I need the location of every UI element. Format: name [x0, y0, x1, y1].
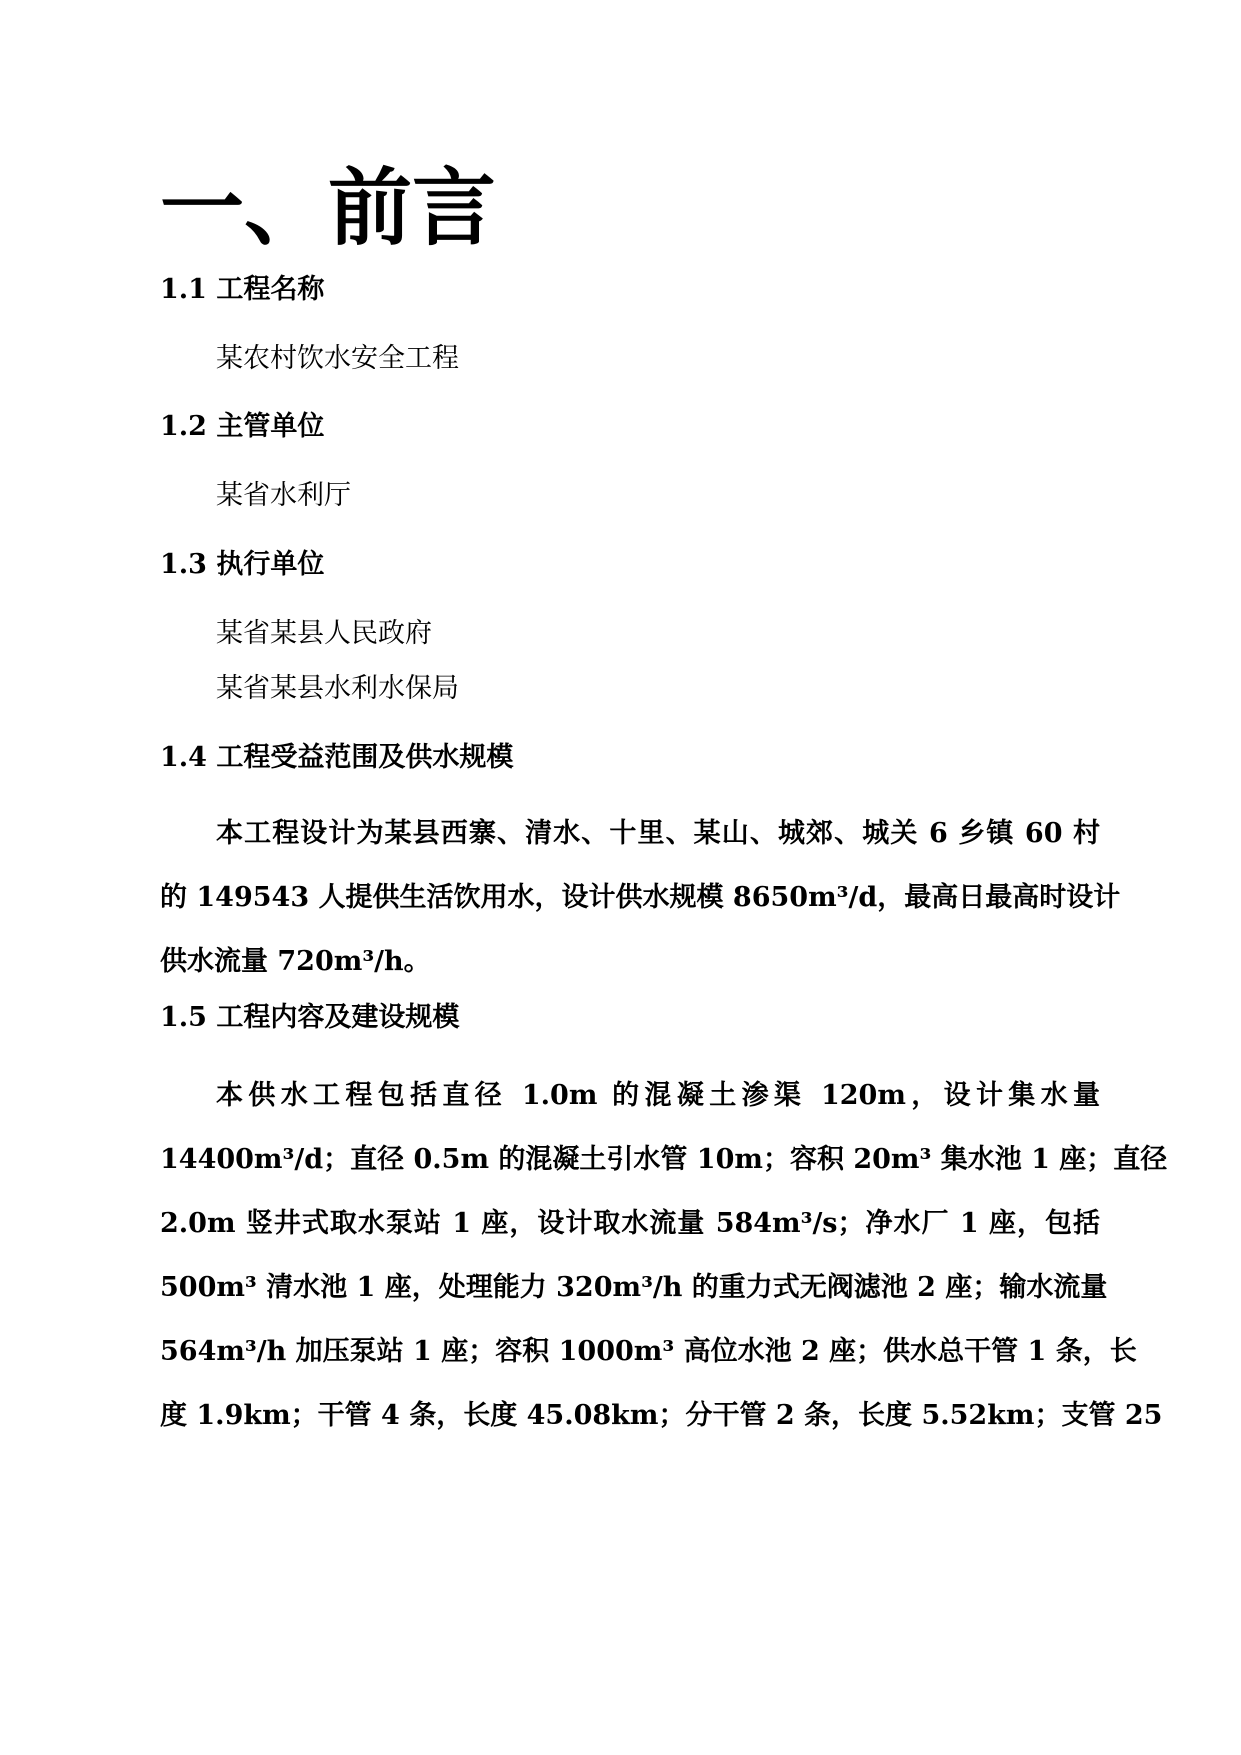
page-title: 一、前言 — [160, 158, 497, 257]
section-1-1-title: 1.1 工程名称 — [160, 274, 325, 305]
paragraph-line: 的 149543 人提供生活饮用水，设计供水规模 8650m³/d，最高日最高时设计 — [160, 882, 1121, 913]
paragraph-line: 2.0m 竖井式取水泵站 1 座，设计取水流量 584m³/s；净水厂 1 座，包括 — [160, 1208, 1100, 1239]
project-name: 某农村饮水安全工程 — [216, 343, 459, 374]
executing-unit-1: 某省某县人民政府 — [216, 618, 432, 649]
paragraph-construction-scale — [160, 1064, 1168, 1448]
executing-unit-2: 某省某县水利水保局 — [216, 673, 459, 704]
supervising-unit: 某省水利厅 — [216, 480, 351, 511]
paragraph-line: 供水流量 720m³/h。 — [160, 946, 431, 977]
paragraph-line: 本供水工程包括直径 1.0m 的混凝土渗渠 120m，设计集水量 — [216, 1080, 1100, 1111]
paragraph-line: 564m³/h 加压泵站 1 座；容积 1000m³ 高位水池 2 座；供水总干管 1 条，长 — [160, 1336, 1137, 1367]
section-1-3-title: 1.3 执行单位 — [160, 549, 325, 580]
paragraph-line: 500m³ 清水池 1 座，处理能力 320m³/h 的重力式无阀滤池 2 座；输水流量 — [160, 1272, 1108, 1303]
paragraph-line: 本工程设计为某县西寨、清水、十里、某山、城郊、城关 6 乡镇 60 村 — [216, 818, 1100, 849]
paragraph-line: 度 1.9km；干管 4 条，长度 45.08km；分干管 2 条，长度 5.52km；支管 25 — [160, 1400, 1163, 1431]
paragraph-benefit-scope — [160, 802, 1121, 994]
section-1-4-title: 1.4 工程受益范围及供水规模 — [160, 742, 514, 773]
paragraph-line: 14400m³/d；直径 0.5m 的混凝土引水管 10m；容积 20m³ 集水池 1 座；直径 — [160, 1144, 1168, 1175]
section-1-2-title: 1.2 主管单位 — [160, 411, 325, 442]
section-1-5-title: 1.5 工程内容及建设规模 — [160, 1002, 460, 1033]
